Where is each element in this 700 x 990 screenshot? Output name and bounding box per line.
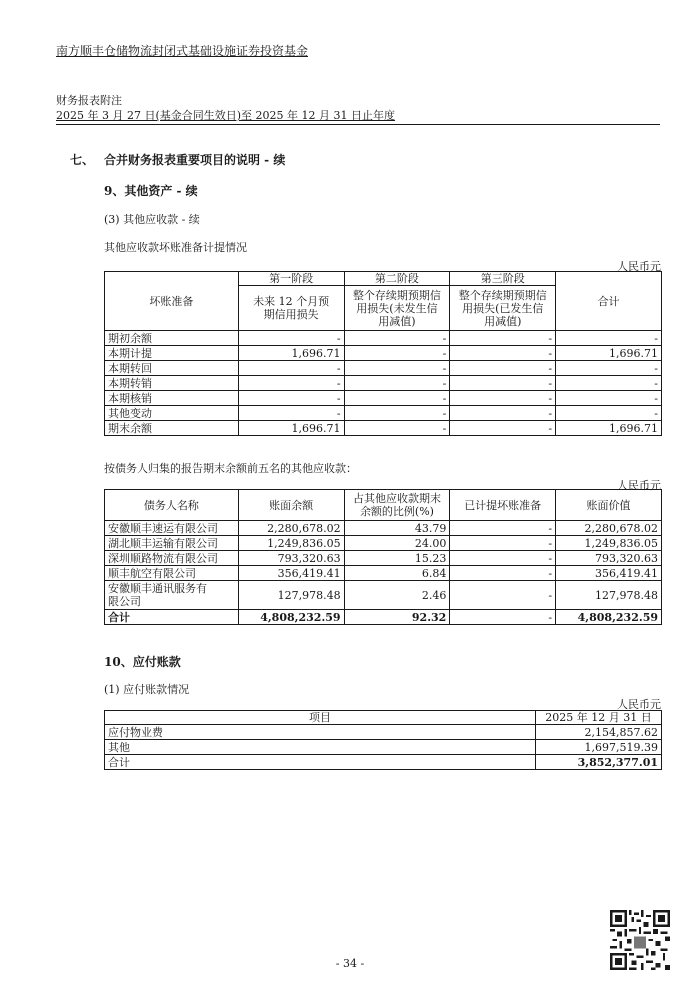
debtor-name: 深圳顺路物流有限公司 xyxy=(105,551,239,566)
cell-provision: - xyxy=(450,566,556,581)
table-row xyxy=(105,331,662,346)
table-row xyxy=(105,361,662,376)
header-book-balance: 账面余额 xyxy=(238,490,344,521)
cell-provision: - xyxy=(450,536,556,551)
cell-total: - xyxy=(556,376,662,391)
cell-stage3: - xyxy=(450,376,556,391)
cell-stage3: - xyxy=(450,361,556,376)
header-stage3-desc: 整个存续期预期信用损失(已发生信用减值) xyxy=(450,286,556,331)
report-period-text: 2025 年 3 月 27 日(基金合同生效日)至 2025 年 12 月 31 日止年度 xyxy=(56,109,396,122)
payables-section-title: 10、应付账款 xyxy=(104,655,181,669)
cell-stage1: - xyxy=(238,406,344,421)
item-title: (3) 其他应收款 - 续 xyxy=(104,213,200,226)
cell-provision: - xyxy=(450,521,556,536)
cell-ratio: 43.79 xyxy=(344,521,450,536)
cell-total: - xyxy=(556,331,662,346)
cell-total: - xyxy=(556,391,662,406)
cell-stage2: - xyxy=(344,361,450,376)
cell-net: 356,419.41 xyxy=(556,566,662,581)
header-debtor-name: 债务人名称 xyxy=(105,490,239,521)
row-label: 本期核销 xyxy=(105,391,239,406)
row-label: 本期转回 xyxy=(105,361,239,376)
cell-stage3: - xyxy=(450,331,556,346)
cell-stage2: - xyxy=(344,346,450,361)
cell-net: 2,280,678.02 xyxy=(556,521,662,536)
cell-stage3: - xyxy=(450,421,556,436)
total-row xyxy=(105,610,662,625)
item-label: 其他 xyxy=(105,740,536,755)
cell-stage2: - xyxy=(344,391,450,406)
cell-stage1: - xyxy=(238,331,344,346)
table-row xyxy=(105,521,662,536)
table-row xyxy=(105,581,662,610)
row-label: 本期计提 xyxy=(105,346,239,361)
cell-stage1: 1,696.71 xyxy=(238,346,344,361)
item-value: 1,697,519.39 xyxy=(536,740,662,755)
report-period xyxy=(56,107,660,125)
debtor-name: 安徽顺丰速运有限公司 xyxy=(105,521,239,536)
cell-total: 1,696.71 xyxy=(556,421,662,436)
cell-net: 127,978.48 xyxy=(556,581,662,610)
cell-net: 793,320.63 xyxy=(556,551,662,566)
cell-total: - xyxy=(556,361,662,376)
cell-stage3: - xyxy=(450,406,556,421)
currency-unit: 人民币元 xyxy=(617,479,661,492)
item-value: 2,154,857.62 xyxy=(536,725,662,740)
table-row xyxy=(105,376,662,391)
cell-provision: - xyxy=(450,551,556,566)
cell-net: 1,249,836.05 xyxy=(556,536,662,551)
fund-name: 南方顺丰仓储物流封闭式基础设施证券投资基金 xyxy=(56,44,309,58)
table-row xyxy=(105,725,662,740)
table-row xyxy=(105,551,662,566)
cell-stage1: - xyxy=(238,361,344,376)
cell-balance: 2,280,678.02 xyxy=(238,521,344,536)
table-row xyxy=(105,406,662,421)
header-stage1: 第一阶段 xyxy=(238,272,344,286)
header-stage2-desc: 整个存续期预期信用损失(未发生信用减值) xyxy=(344,286,450,331)
cell-provision: - xyxy=(450,581,556,610)
cell-ratio: 2.46 xyxy=(344,581,450,610)
header-ratio: 占其他应收款期末余额的比例(%) xyxy=(344,490,450,521)
header-provision: 已计提坏账准备 xyxy=(450,490,556,521)
total-net: 4,808,232.59 xyxy=(556,610,662,625)
header-total: 合计 xyxy=(556,272,662,331)
cell-balance: 793,320.63 xyxy=(238,551,344,566)
section-title: 合并财务报表重要项目的说明 - 续 xyxy=(104,153,286,167)
total-label: 合计 xyxy=(105,755,536,770)
cell-ratio: 15.23 xyxy=(344,551,450,566)
payables-subsection: (1) 应付账款情况 xyxy=(104,683,190,696)
qr-code-icon xyxy=(610,910,670,970)
row-label: 期初余额 xyxy=(105,331,239,346)
cell-stage1: 1,696.71 xyxy=(238,421,344,436)
cell-ratio: 6.84 xyxy=(344,566,450,581)
top5-caption: 按债务人归集的报告期末余额前五名的其他应收款： xyxy=(104,462,357,475)
row-label: 其他变动 xyxy=(105,406,239,421)
debtor-name: 顺丰航空有限公司 xyxy=(105,566,239,581)
row-label: 期末余额 xyxy=(105,421,239,436)
total-label: 合计 xyxy=(105,610,239,625)
cell-total: 1,696.71 xyxy=(556,346,662,361)
debtor-name: 安徽顺丰通讯服务有限公司 xyxy=(105,581,239,610)
header-row-label: 坏账准备 xyxy=(105,272,239,331)
cell-total: - xyxy=(556,406,662,421)
top5-receivables-table xyxy=(104,489,662,625)
debtor-name: 湖北顺丰运输有限公司 xyxy=(105,536,239,551)
cell-stage2: - xyxy=(344,406,450,421)
total-ratio: 92.32 xyxy=(344,610,450,625)
cell-stage1: - xyxy=(238,376,344,391)
header-date: 2025 年 12 月 31 日 xyxy=(536,711,662,725)
header-item: 项目 xyxy=(105,711,536,725)
cell-stage1: - xyxy=(238,391,344,406)
item-label: 应付物业费 xyxy=(105,725,536,740)
cell-balance: 1,249,836.05 xyxy=(238,536,344,551)
cell-stage3: - xyxy=(450,346,556,361)
table-row xyxy=(105,566,662,581)
cell-stage3: - xyxy=(450,391,556,406)
bad-debt-table xyxy=(104,271,662,436)
table-row xyxy=(105,421,662,436)
page-number: - 34 - xyxy=(335,957,365,970)
currency-unit: 人民币元 xyxy=(617,260,661,273)
table-row xyxy=(105,346,662,361)
payables-table xyxy=(104,710,662,770)
cell-stage2: - xyxy=(344,421,450,436)
subsection-title: 9、其他资产 - 续 xyxy=(104,184,198,198)
total-provision: - xyxy=(450,610,556,625)
table-row xyxy=(105,391,662,406)
row-label: 本期转销 xyxy=(105,376,239,391)
header-stage1-desc: 未来 12 个月预期信用损失 xyxy=(238,286,344,331)
cell-balance: 356,419.41 xyxy=(238,566,344,581)
total-value: 3,852,377.01 xyxy=(536,755,662,770)
cell-balance: 127,978.48 xyxy=(238,581,344,610)
cell-stage2: - xyxy=(344,376,450,391)
cell-ratio: 24.00 xyxy=(344,536,450,551)
header-stage2: 第二阶段 xyxy=(344,272,450,286)
currency-unit: 人民币元 xyxy=(617,698,661,711)
header-net-value: 账面价值 xyxy=(556,490,662,521)
cell-stage2: - xyxy=(344,331,450,346)
total-row xyxy=(105,755,662,770)
table-row xyxy=(105,740,662,755)
total-balance: 4,808,232.59 xyxy=(238,610,344,625)
section-number: 七、 xyxy=(70,153,95,167)
table-row xyxy=(105,536,662,551)
doc-type: 财务报表附注 xyxy=(56,94,122,107)
bad-debt-caption: 其他应收款坏账准备计提情况 xyxy=(104,241,247,254)
header-stage3: 第三阶段 xyxy=(450,272,556,286)
